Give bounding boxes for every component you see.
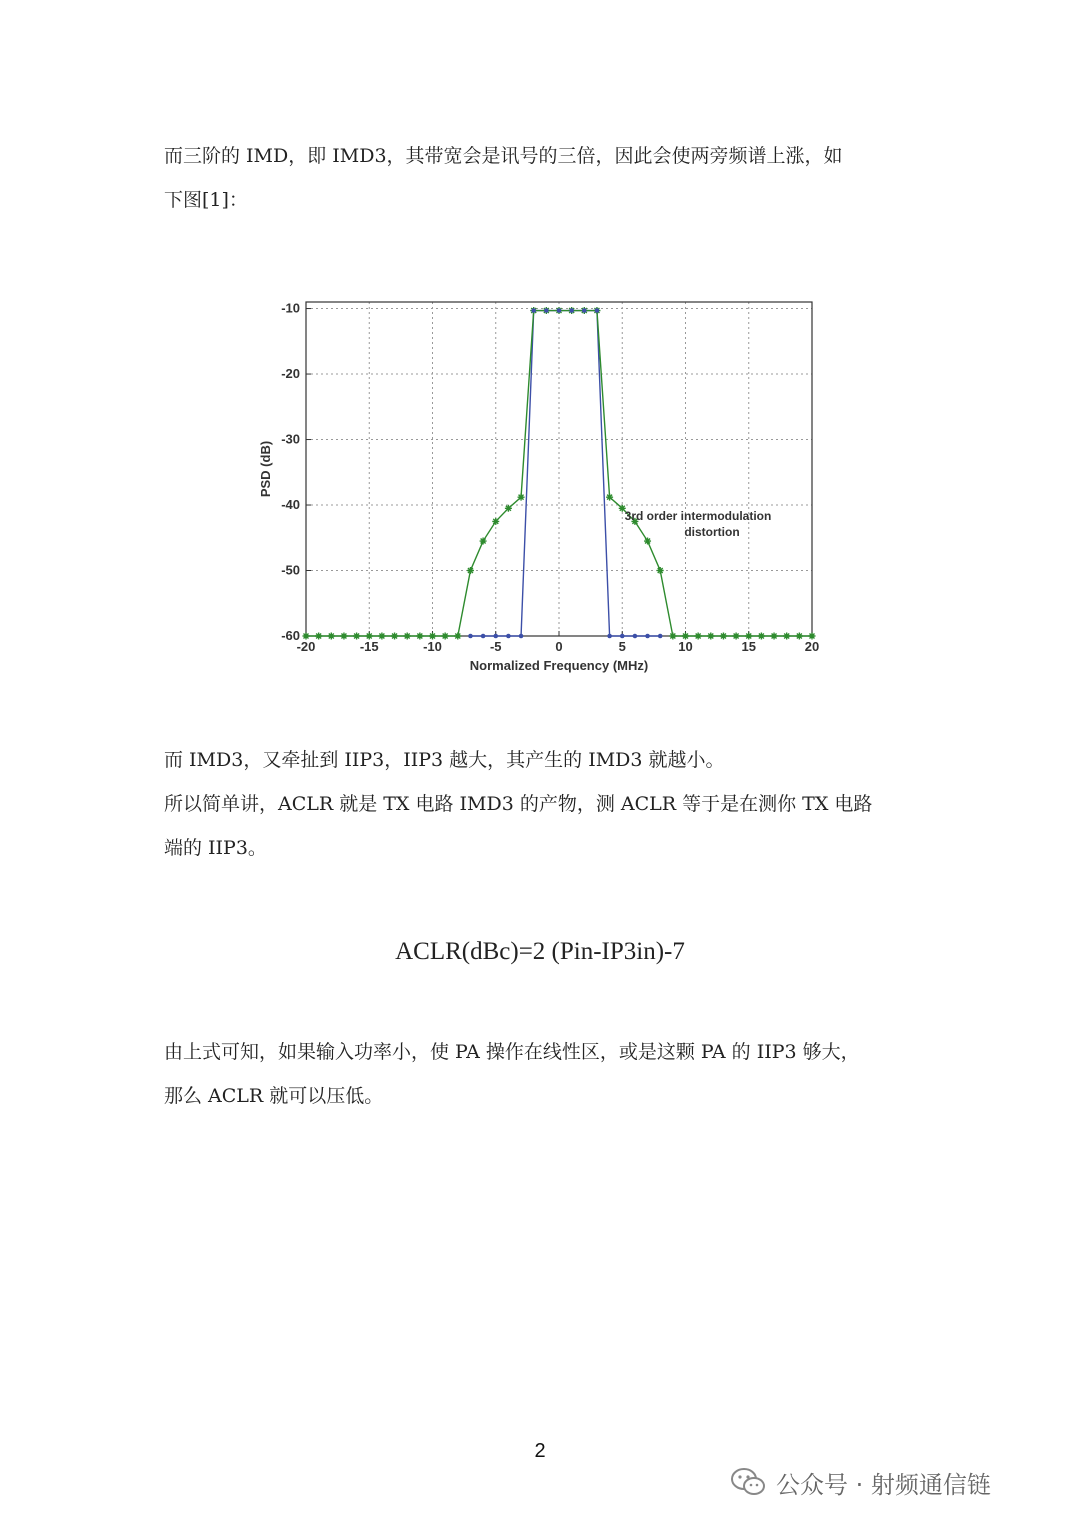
x-tick-label: 0 (555, 639, 563, 654)
x-axis-label: Normalized Frequency (MHz) (469, 658, 649, 673)
data-point (783, 633, 790, 640)
middle-paragraph (164, 738, 924, 870)
x-tick-label: 10 (678, 639, 693, 654)
text-line: 所以简单讲，ACLR 就是 TX 电路 IMD3 的产物，测 ACLR 等于是在测你 TX 电路 (164, 793, 873, 815)
data-point (745, 633, 752, 640)
data-point (606, 494, 613, 501)
text-line: 下图[1]： (164, 189, 248, 211)
data-point (378, 633, 385, 640)
watermark-text: 公众号 · 射频通信链 (776, 1470, 991, 1499)
data-point (607, 634, 612, 639)
x-tick-label: -5 (489, 639, 502, 654)
data-point (809, 633, 816, 640)
data-point (404, 633, 411, 640)
data-point (531, 308, 536, 313)
data-point (582, 308, 587, 313)
data-point (657, 567, 664, 574)
watermark (730, 1462, 991, 1502)
data-point (557, 308, 562, 313)
text-line: 端的 IIP3。 (164, 837, 267, 859)
data-point (669, 633, 676, 640)
data-point (505, 505, 512, 512)
annotation-line: 3rd order intermodulation (624, 509, 772, 523)
data-point (315, 633, 322, 640)
data-point (481, 634, 486, 639)
data-point (544, 308, 549, 313)
text-line: 由上式可知，如果输入功率小，使 PA 操作在线性区，或是这颗 PA 的 IIP3 够大， (164, 1041, 860, 1063)
data-point (658, 634, 663, 639)
data-point (506, 634, 511, 639)
data-point (695, 633, 702, 640)
y-tick-label: -30 (281, 431, 300, 447)
data-point (796, 633, 803, 640)
psd-chart-svg (250, 290, 850, 680)
data-point (480, 538, 487, 545)
data-point (771, 633, 778, 640)
data-point (519, 634, 524, 639)
data-point (758, 633, 765, 640)
data-point (429, 633, 436, 640)
y-tick-label: -50 (281, 562, 300, 578)
data-point (353, 633, 360, 640)
intro-paragraph (164, 134, 924, 222)
data-point (467, 567, 474, 574)
psd-chart (250, 290, 850, 680)
data-point (416, 633, 423, 640)
data-point (633, 634, 638, 639)
data-point (518, 494, 525, 501)
data-point (720, 633, 727, 640)
x-tick-label: 15 (741, 639, 756, 654)
data-point (569, 308, 574, 313)
data-point (328, 633, 335, 640)
data-point (645, 634, 650, 639)
y-axis-label: PSD (dB) (258, 440, 273, 498)
text-line: 而 IMD3，又牵扯到 IIP3，IIP3 越大，其产生的 IMD3 就越小。 (164, 749, 725, 771)
x-tick-label: -20 (296, 639, 316, 654)
data-point (595, 308, 600, 313)
aclr-formula: ACLR(dBc)=2 (Pin-IP3in)-7 (395, 938, 685, 965)
data-point (442, 633, 449, 640)
text-line: 而三阶的 IMD，即 IMD3，其带宽会是讯号的三倍，因此会使两旁频谱上涨，如 (164, 145, 843, 167)
data-point (454, 633, 461, 640)
y-tick-label: -10 (281, 300, 300, 316)
conclusion-paragraph (164, 1030, 924, 1118)
data-point (366, 633, 373, 640)
data-point (644, 538, 651, 545)
data-point (620, 634, 625, 639)
data-point (303, 633, 310, 640)
data-point (707, 633, 714, 640)
wechat-icon (730, 1467, 766, 1497)
y-tick-label: -20 (281, 366, 300, 382)
data-point (682, 633, 689, 640)
data-point (340, 633, 347, 640)
annotation-line: distortion (684, 525, 740, 539)
text-line: 那么 ACLR 就可以压低。 (164, 1085, 384, 1107)
data-point (468, 634, 473, 639)
x-tick-label: -15 (359, 639, 379, 654)
y-tick-label: -40 (281, 497, 300, 513)
data-point (492, 518, 499, 525)
x-tick-label: 20 (804, 639, 820, 654)
x-tick-label: 5 (618, 639, 626, 654)
data-point (733, 633, 740, 640)
y-tick-label: -60 (281, 628, 300, 643)
data-point (391, 633, 398, 640)
x-tick-label: -10 (423, 639, 442, 654)
data-point (493, 634, 498, 639)
page-number: 2 (534, 1440, 546, 1462)
